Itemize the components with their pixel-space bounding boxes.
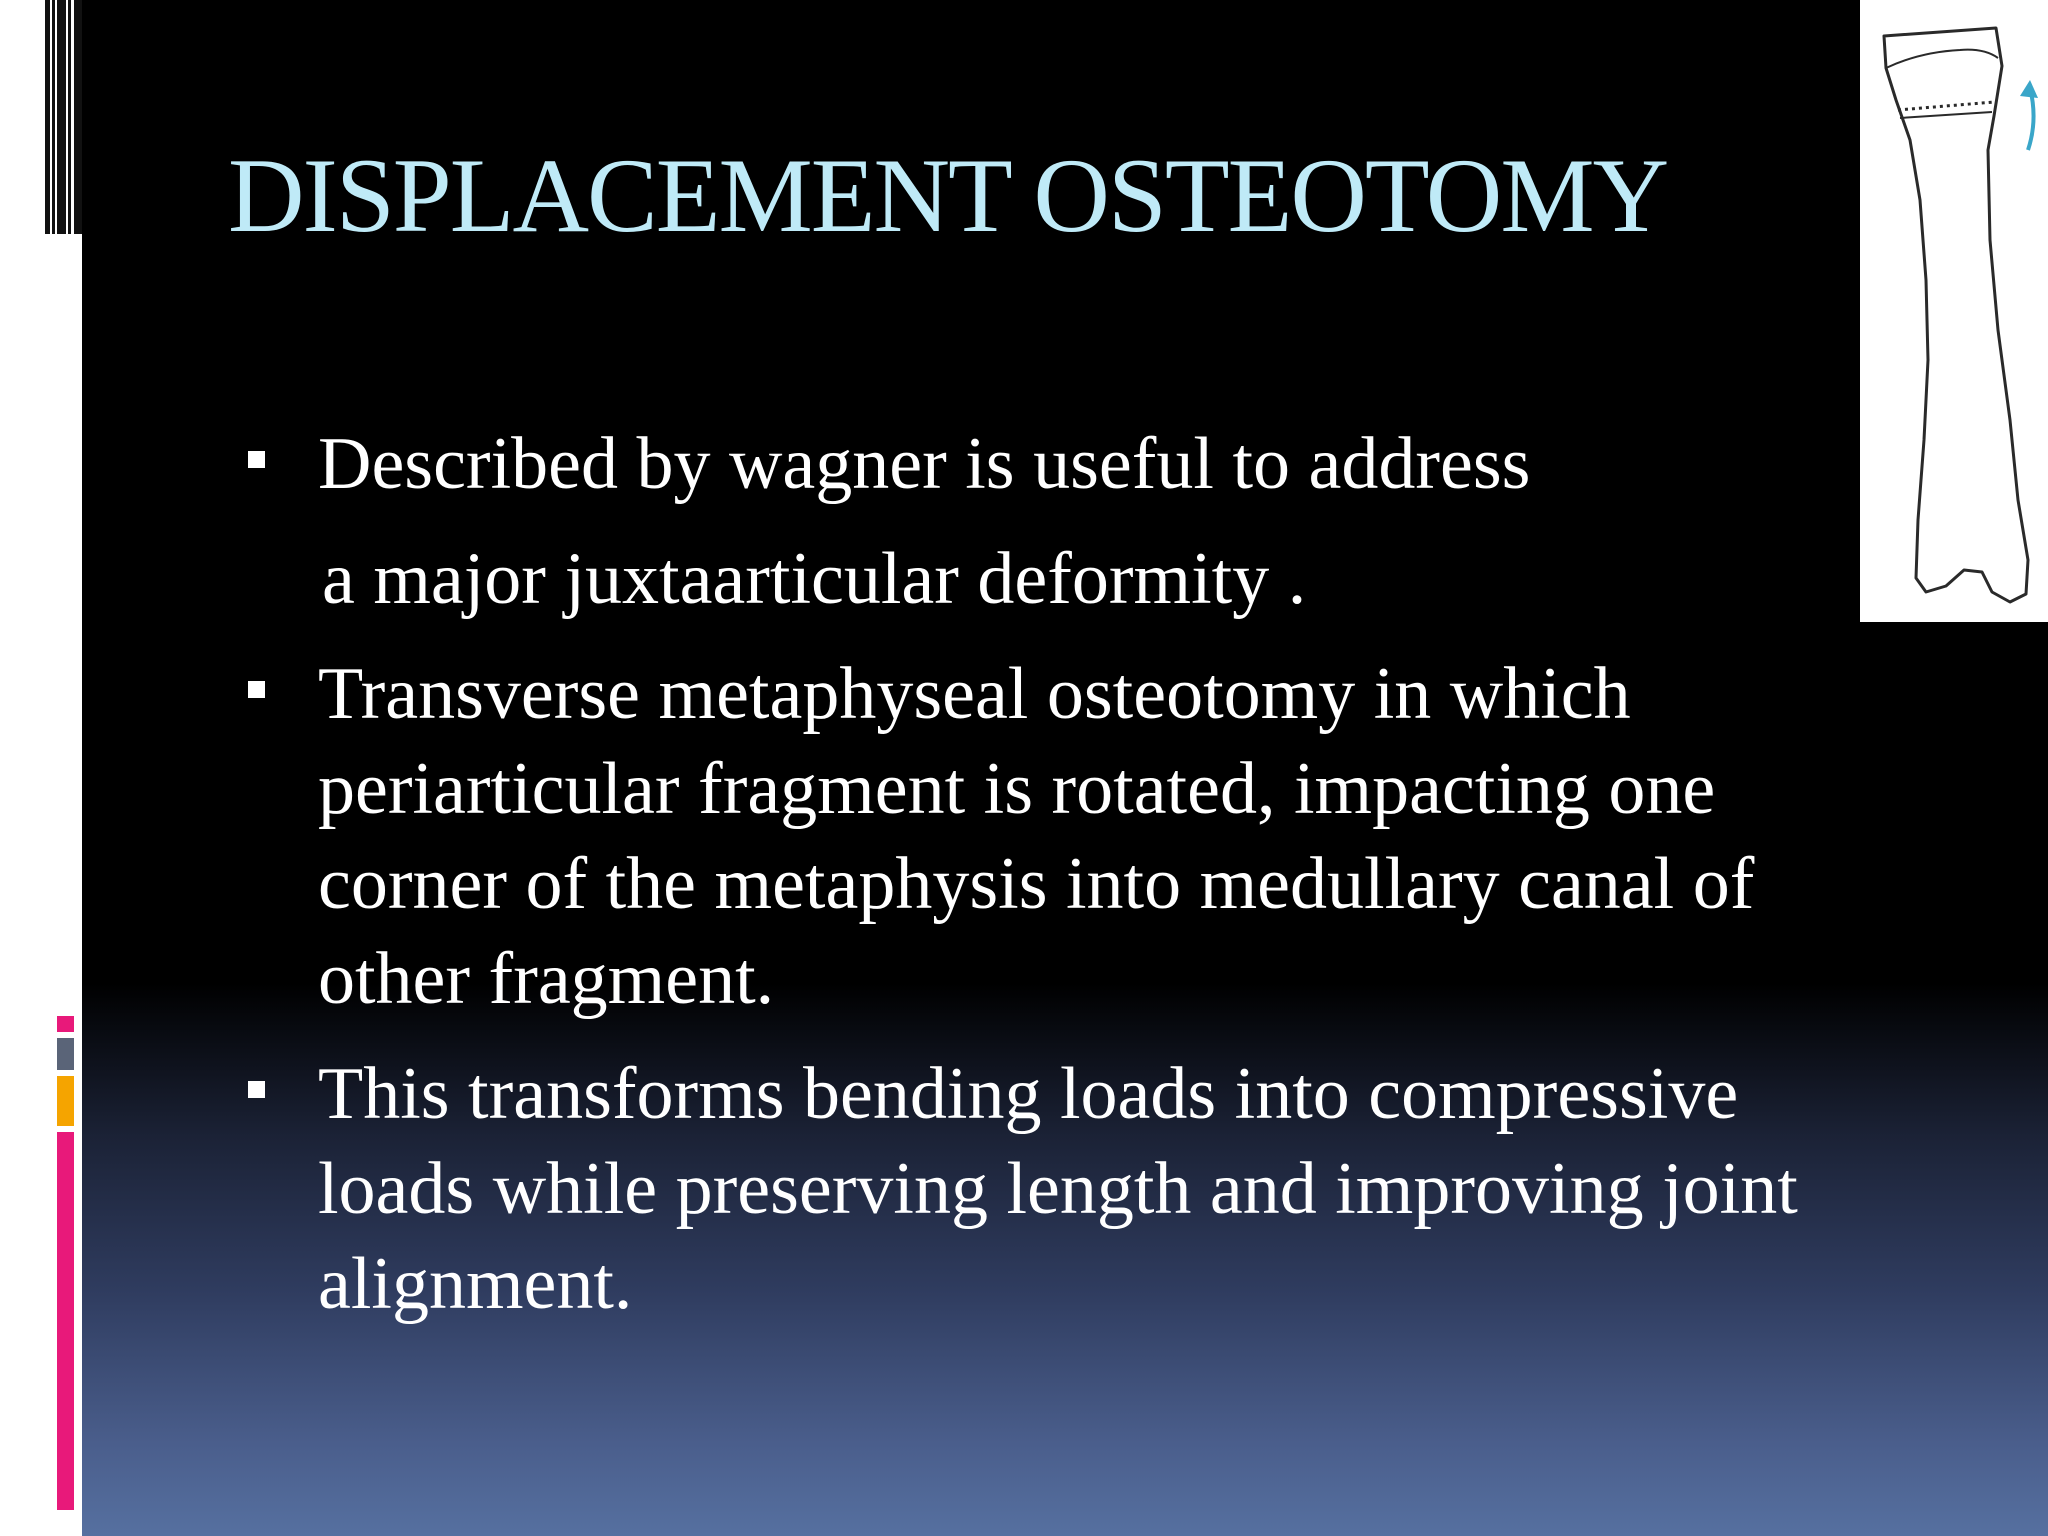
bullet-square-icon [248,1081,265,1098]
bullet-3-line-1: This transforms bending loads into compressive [318,1053,1739,1135]
rotation-arrow-head-icon [2020,80,2038,98]
bullet-1-line-1: Described by wagner is useful to address [318,423,1531,505]
bullet-3-line-2: loads while preserving length and improving joint [318,1148,1798,1230]
bullet-square-icon [248,681,265,698]
bone-diagram-svg [1860,0,2048,622]
slide-title: DISPLACEMENT OSTEOTOMY [228,137,1668,254]
bullet-1-line-2: a major juxtaarticular deformity . [322,538,1307,620]
bone-osteotomy-diagram-icon [1860,0,2048,622]
bullet-2-line-4: other fragment. [318,938,775,1020]
bullet-2-line-2: periarticular fragment is rotated, impacting one [318,748,1716,830]
bullet-2-line-3: corner of the metaphysis into medullary canal of [318,843,1755,925]
bullet-3-line-3: alignment. [318,1243,633,1325]
bullet-2-line-1: Transverse metaphyseal osteotomy in which [318,653,1631,735]
bullet-square-icon [248,451,265,468]
